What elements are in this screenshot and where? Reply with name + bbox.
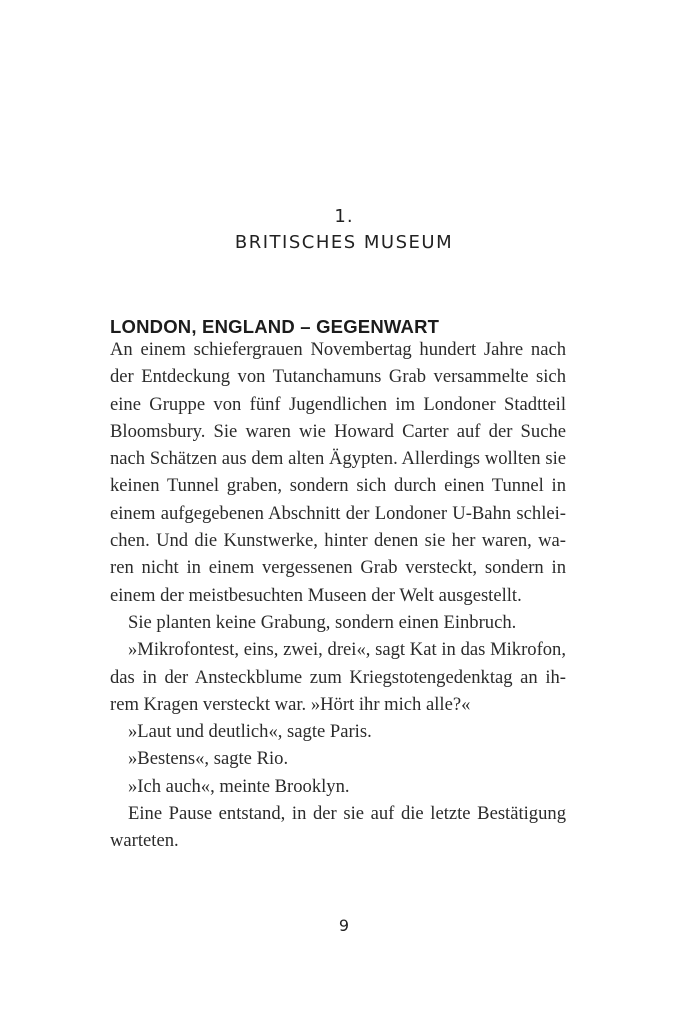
paragraph: An einem schiefergrauen Novembertag hundert Jahre nach der Entdeckung von Tutanchamuns Grab versammelte sich eine Gruppe von fünf Jugendlichen im Londoner Stadtteil Bloomsbury. Sie waren wie Howard Carter auf der Suche nach Schätzen aus dem alten Ägypten. Allerdings wollten sie keinen Tunnel graben, sondern sich durch einen Tunnel in einem aufgegebenen Abschnitt der Londoner U-Bahn schleichen. Und die Kunstwerke, hinter denen sie her waren, waren nicht in einem vergessenen Grab versteckt, sondern in einem der meistbesuchten Museen der Welt ausgestellt.	[110, 339, 566, 606]
body-text	[110, 336, 566, 855]
chapter-title: BRITISCHES MUSEUM	[234, 232, 454, 253]
section-heading: LONDON, ENGLAND – GEGENWART	[110, 316, 440, 337]
chapter-number: 1.	[334, 206, 354, 227]
paragraph: Sie planten keine Grabung, sondern einen Einbruch.	[128, 611, 517, 633]
paragraph: »Bestens«, sagte Rio.	[128, 748, 289, 770]
paragraph: »Mikrofontest, eins, zwei, drei«, sagt Kat in das Mikrofon, das in der Ansteckblume zum Kriegstotengedenktag an ihrem Kragen versteckt war. »Hört ihr mich alle?«	[110, 639, 566, 715]
paragraph: Eine Pause entstand, in der sie auf die letzte Bestätigung warteten.	[110, 803, 566, 852]
page-number: 9	[338, 916, 350, 935]
paragraph: »Laut und deutlich«, sagte Paris.	[128, 721, 372, 743]
paragraph: »Ich auch«, meinte Brooklyn.	[128, 775, 350, 797]
